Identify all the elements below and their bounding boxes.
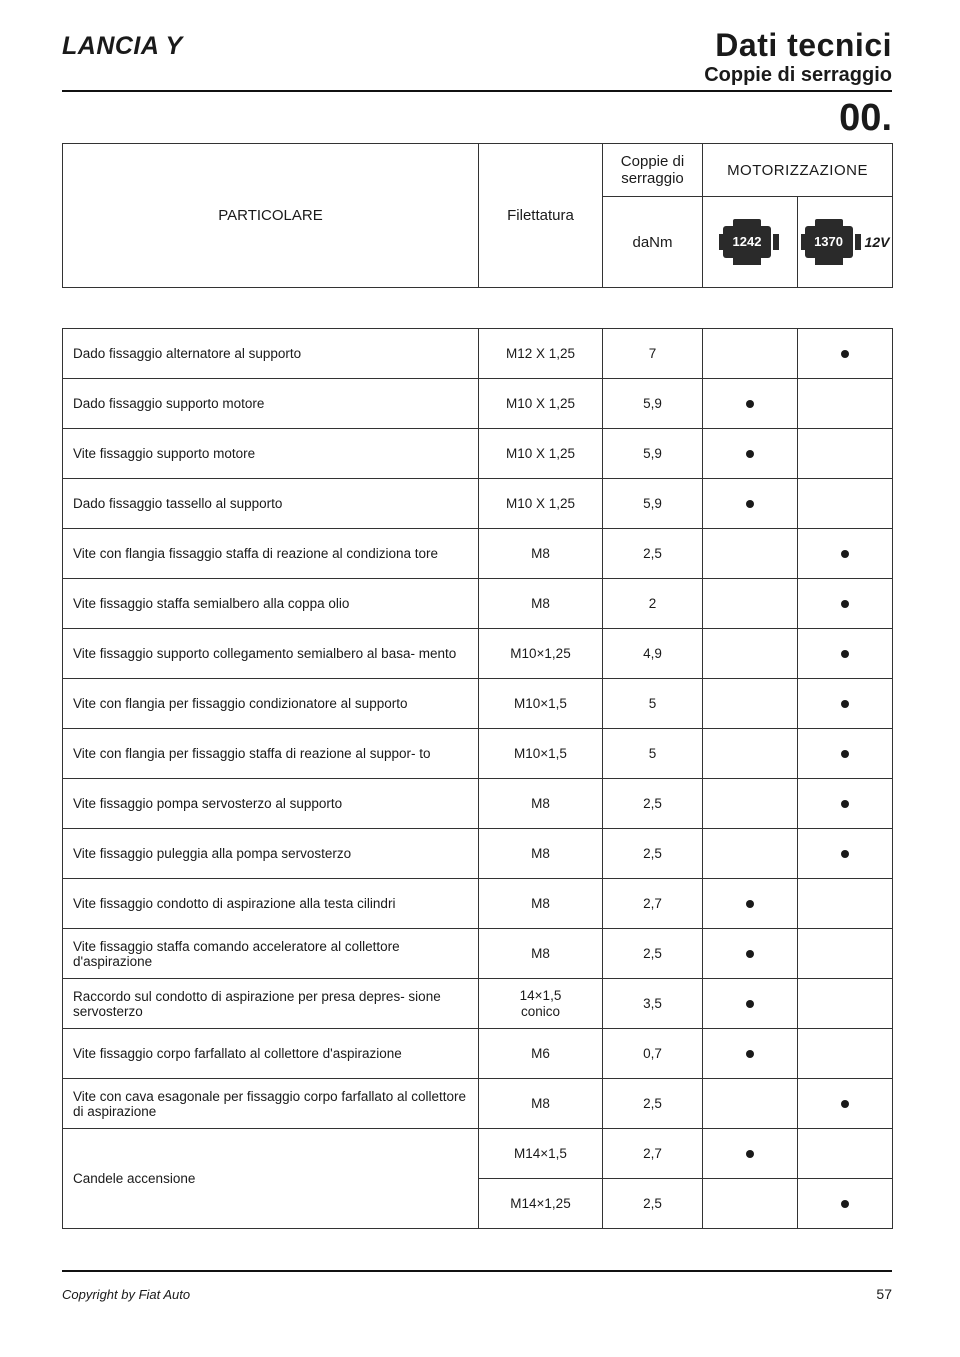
engine-1242-mark bbox=[703, 879, 798, 929]
engine-1370-mark bbox=[798, 929, 893, 979]
engine-1242-mark bbox=[703, 1179, 798, 1229]
thread-spec bbox=[479, 479, 603, 529]
bullet-dot-icon bbox=[841, 550, 849, 558]
bullet-dot-icon bbox=[746, 1000, 754, 1008]
bullet-dot-icon bbox=[746, 1150, 754, 1158]
engine-1370-mark bbox=[798, 1129, 893, 1179]
thread-value: M14×1,25 bbox=[510, 1195, 571, 1211]
bullet-dot-icon bbox=[746, 500, 754, 508]
bullet-dot-icon bbox=[746, 400, 754, 408]
table-row bbox=[63, 329, 893, 379]
thread-spec bbox=[479, 1129, 603, 1179]
engine-1370-mark bbox=[798, 979, 893, 1029]
thread-spec bbox=[479, 1079, 603, 1129]
engine-1242-mark bbox=[703, 629, 798, 679]
thread-value: M10 X 1,25 bbox=[505, 395, 576, 411]
engine-1242-mark bbox=[703, 1029, 798, 1079]
engine-1370-mark bbox=[798, 679, 893, 729]
thread-value: M8 bbox=[531, 845, 550, 861]
thread-spec bbox=[479, 979, 603, 1029]
torque-value: 5 bbox=[603, 729, 703, 779]
table-row bbox=[63, 429, 893, 479]
engine-1370-mark bbox=[798, 579, 893, 629]
torque-value: 5,9 bbox=[603, 429, 703, 479]
torque-value: 5,9 bbox=[603, 479, 703, 529]
thread-value: M8 bbox=[531, 945, 550, 961]
thread-value: M8 bbox=[531, 1095, 550, 1111]
engine-icon bbox=[719, 216, 781, 268]
table-row bbox=[63, 779, 893, 829]
part-description: Dado fissaggio supporto motore bbox=[63, 379, 479, 429]
part-description: Dado fissaggio alternatore al supporto bbox=[63, 329, 479, 379]
torque-value: 2,5 bbox=[603, 929, 703, 979]
bullet-dot-icon bbox=[841, 1100, 849, 1108]
header-thread: Filettatura bbox=[479, 144, 603, 288]
part-description: Vite con flangia per fissaggio staffa di reazione al suppor- to bbox=[63, 729, 479, 779]
footer-rule bbox=[62, 1270, 892, 1272]
thread-spec bbox=[479, 1179, 603, 1229]
table-row bbox=[63, 879, 893, 929]
engine-1242-mark bbox=[703, 779, 798, 829]
engine-1242-mark bbox=[703, 379, 798, 429]
engine-1370-mark bbox=[798, 329, 893, 379]
section-title: Dati tecnici bbox=[715, 27, 892, 63]
table-header bbox=[62, 143, 893, 288]
table-row bbox=[63, 979, 893, 1029]
thread-spec bbox=[479, 929, 603, 979]
engine-1370-mark bbox=[798, 429, 893, 479]
thread-spec bbox=[479, 879, 603, 929]
torque-value: 2,5 bbox=[603, 529, 703, 579]
engine-1242-mark bbox=[703, 1129, 798, 1179]
thread-value: M6 bbox=[531, 1045, 550, 1061]
part-description: Vite fissaggio corpo farfallato al collettore d'aspirazione bbox=[63, 1029, 479, 1079]
torque-table bbox=[62, 328, 893, 1229]
thread-spec bbox=[479, 329, 603, 379]
thread-spec bbox=[479, 679, 603, 729]
torque-value: 2,5 bbox=[603, 829, 703, 879]
bullet-dot-icon bbox=[746, 1050, 754, 1058]
thread-value: M8 bbox=[531, 895, 550, 911]
engine-1370-mark bbox=[798, 379, 893, 429]
brand-title: LANCIA Y bbox=[62, 32, 183, 60]
engine-1242-mark bbox=[703, 979, 798, 1029]
engine-tag-12v: 12V bbox=[864, 234, 890, 250]
table-row bbox=[63, 829, 893, 879]
torque-value: 3,5 bbox=[603, 979, 703, 1029]
torque-value: 2,5 bbox=[603, 1079, 703, 1129]
table-row bbox=[63, 629, 893, 679]
part-description: Raccordo sul condotto di aspirazione per presa depres- sione servosterzo bbox=[63, 979, 479, 1029]
part-description: Vite fissaggio staffa semialbero alla coppa olio bbox=[63, 579, 479, 629]
thread-spec bbox=[479, 829, 603, 879]
part-description: Vite con cava esagonale per fissaggio corpo farfallato al collettore di aspirazione bbox=[63, 1079, 479, 1129]
engine-code-1242: 1242 bbox=[732, 234, 762, 249]
engine-1242-mark bbox=[703, 529, 798, 579]
thread-spec bbox=[479, 729, 603, 779]
table-row bbox=[63, 679, 893, 729]
header-engine-1242 bbox=[703, 197, 798, 288]
part-description: Candele accensione bbox=[63, 1129, 479, 1229]
torque-value: 2,7 bbox=[603, 1129, 703, 1179]
thread-value: M8 bbox=[531, 595, 550, 611]
engine-1370-mark bbox=[798, 1029, 893, 1079]
part-description: Vite con flangia fissaggio staffa di reazione al condiziona tore bbox=[63, 529, 479, 579]
thread-value: M10 X 1,25 bbox=[505, 445, 576, 461]
engine-1242-mark bbox=[703, 479, 798, 529]
engine-1370-mark bbox=[798, 829, 893, 879]
thread-value: M12 X 1,25 bbox=[505, 345, 576, 361]
engine-1242-mark bbox=[703, 829, 798, 879]
engine-1370-mark bbox=[798, 1179, 893, 1229]
page-number: 57 bbox=[876, 1286, 892, 1302]
part-description: Vite fissaggio condotto di aspirazione alla testa cilindri bbox=[63, 879, 479, 929]
table-row bbox=[63, 379, 893, 429]
thread-spec bbox=[479, 1029, 603, 1079]
engine-1242-mark bbox=[703, 729, 798, 779]
engine-1370-mark bbox=[798, 779, 893, 829]
torque-value: 2,7 bbox=[603, 879, 703, 929]
bullet-dot-icon bbox=[841, 650, 849, 658]
bullet-dot-icon bbox=[841, 350, 849, 358]
copyright: Copyright by Fiat Auto bbox=[62, 1287, 191, 1302]
part-description: Vite fissaggio puleggia alla pompa servosterzo bbox=[63, 829, 479, 879]
header-torque-label: Coppie di serraggio bbox=[620, 153, 685, 187]
engine-1242-mark bbox=[703, 679, 798, 729]
thread-spec bbox=[479, 379, 603, 429]
engine-1370-mark bbox=[798, 1079, 893, 1129]
engine-1370-mark bbox=[798, 479, 893, 529]
engine-1242-mark bbox=[703, 929, 798, 979]
thread-spec bbox=[479, 779, 603, 829]
torque-value: 2 bbox=[603, 579, 703, 629]
engine-icon bbox=[801, 216, 863, 268]
thread-value: M10×1,5 bbox=[514, 745, 567, 761]
header-engine-1370 bbox=[798, 197, 893, 288]
table-row bbox=[63, 1079, 893, 1129]
bullet-dot-icon bbox=[841, 750, 849, 758]
torque-value: 5,9 bbox=[603, 379, 703, 429]
torque-value: 5 bbox=[603, 679, 703, 729]
thread-value: M8 bbox=[531, 545, 550, 561]
thread-value: M14×1,5 bbox=[514, 1145, 567, 1161]
table-row bbox=[63, 929, 893, 979]
engine-1370-mark bbox=[798, 729, 893, 779]
thread-value: M10×1,5 bbox=[514, 695, 567, 711]
thread-spec bbox=[479, 429, 603, 479]
thread-value: M10 X 1,25 bbox=[505, 495, 576, 511]
section-subtitle: Coppie di serraggio bbox=[704, 64, 892, 86]
header-rule bbox=[62, 90, 892, 92]
thread-note: conico bbox=[520, 1003, 561, 1019]
engine-1370-mark bbox=[798, 529, 893, 579]
bullet-dot-icon bbox=[841, 850, 849, 858]
chapter-number: 00. bbox=[839, 97, 892, 139]
part-description: Vite fissaggio supporto motore bbox=[63, 429, 479, 479]
table-row bbox=[63, 729, 893, 779]
header-engine-group: MOTORIZZAZIONE bbox=[703, 144, 893, 197]
engine-1242-mark bbox=[703, 429, 798, 479]
thread-value: M10×1,25 bbox=[510, 645, 571, 661]
engine-1242-mark bbox=[703, 579, 798, 629]
thread-value: M8 bbox=[531, 795, 550, 811]
bullet-dot-icon bbox=[746, 450, 754, 458]
table-row bbox=[63, 479, 893, 529]
table-row bbox=[63, 1129, 893, 1179]
bullet-dot-icon bbox=[841, 700, 849, 708]
bullet-dot-icon bbox=[746, 900, 754, 908]
part-description: Vite fissaggio pompa servosterzo al supporto bbox=[63, 779, 479, 829]
bullet-dot-icon bbox=[841, 600, 849, 608]
engine-1242-mark bbox=[703, 329, 798, 379]
part-description: Dado fissaggio tassello al supporto bbox=[63, 479, 479, 529]
engine-1370-mark bbox=[798, 879, 893, 929]
header-unit: daNm bbox=[603, 197, 703, 288]
bullet-dot-icon bbox=[746, 950, 754, 958]
table-row bbox=[63, 529, 893, 579]
torque-value: 4,9 bbox=[603, 629, 703, 679]
torque-value: 2,5 bbox=[603, 779, 703, 829]
part-description: Vite fissaggio supporto collegamento semialbero al basa- mento bbox=[63, 629, 479, 679]
thread-spec bbox=[479, 529, 603, 579]
engine-code-1370: 1370 bbox=[814, 234, 843, 249]
torque-value: 7 bbox=[603, 329, 703, 379]
engine-1370-mark bbox=[798, 629, 893, 679]
header-torque bbox=[603, 144, 703, 197]
header-part: PARTICOLARE bbox=[63, 144, 479, 288]
part-description: Vite fissaggio staffa comando acceleratore al collettore d'aspirazione bbox=[63, 929, 479, 979]
engine-1242-mark bbox=[703, 1079, 798, 1129]
bullet-dot-icon bbox=[841, 1200, 849, 1208]
thread-spec bbox=[479, 579, 603, 629]
bullet-dot-icon bbox=[841, 800, 849, 808]
part-description: Vite con flangia per fissaggio condizionatore al supporto bbox=[63, 679, 479, 729]
torque-value: 0,7 bbox=[603, 1029, 703, 1079]
table-row bbox=[63, 1029, 893, 1079]
torque-value: 2,5 bbox=[603, 1179, 703, 1229]
table-row bbox=[63, 579, 893, 629]
thread-value: 14×1,5 bbox=[519, 987, 562, 1003]
thread-spec bbox=[479, 629, 603, 679]
